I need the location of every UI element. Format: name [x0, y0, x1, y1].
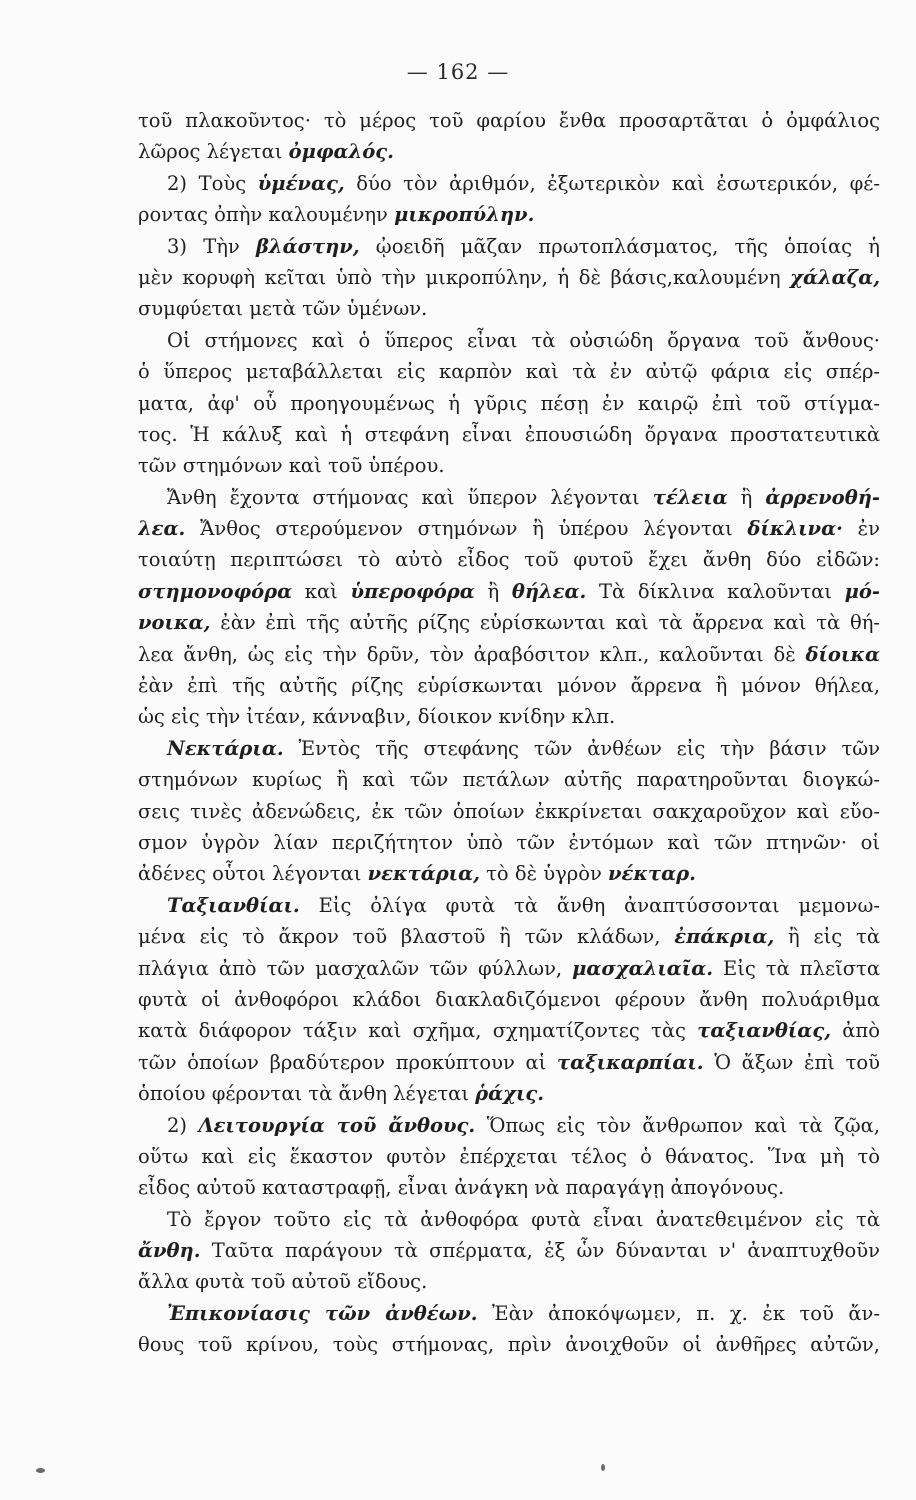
- text-line: [138, 764, 880, 795]
- text-segment: οὕτω καὶ εἰς ἕκαστον φυτὸν ἐπέρχεται τέλος ὁ θάνατος. Ἵνα μὴ τὸ: [138, 1144, 880, 1168]
- text-segment: Ἄνθος στερούμενον στημόνων ἢ ὑπέρου λέγονται: [185, 517, 748, 541]
- text-line: [138, 356, 880, 387]
- text-segment: ἢ: [474, 579, 512, 603]
- text-line: [138, 984, 880, 1015]
- bold-term: ὀμφαλός.: [288, 140, 394, 164]
- text-segment: σεις τινὲς ἀδενώδεις, ἐκ τῶν ὁποίων ἐκκρίνεται σακχαροῦχον καὶ εὔο-: [138, 799, 880, 823]
- text-line: [138, 1235, 880, 1266]
- bold-term: ὑμένας,: [257, 171, 345, 195]
- text-segment: μὲν κορυφὴ κεῖται ὑπὸ τὴν μικροπύλην, ἡ δὲ βάσις,καλουμένη: [138, 265, 791, 289]
- text-segment: τῶν ὁποίων βραδύτερον προκύπτουν αἱ: [138, 1050, 557, 1074]
- text-segment: τος. Ἡ κάλυξ καὶ ἡ στεφάνη εἶναι ἐπουσιώδη ὄργανα προστατευτικὰ: [138, 422, 880, 446]
- bold-term: ἄνθη.: [138, 1239, 201, 1263]
- bold-term: ῥάχις.: [475, 1082, 545, 1106]
- text-segment: σμον ὑγρὸν λίαν περιζήτητον ὑπὸ τῶν ἐντόμων καὶ τῶν πτηνῶν· οἱ: [138, 830, 880, 854]
- bold-term: λεα.: [138, 517, 186, 541]
- bold-term: Νεκτάρια.: [167, 736, 284, 760]
- text-segment: ἐὰν ἐπὶ τῆς αὐτῆς ρίζης εὑρίσκωνται μόνον ἄρρενα ἢ μόνον θήλεα,: [138, 674, 880, 698]
- bold-term: δίκλινα·: [747, 517, 843, 541]
- text-segment: ἀπὸ: [830, 1019, 880, 1043]
- text-segment: Ὅπως εἰς τὸν ἄνθρωπον καὶ τὰ ζῷα,: [475, 1113, 880, 1137]
- bold-term: ἀρρενοθή-: [765, 485, 880, 509]
- text-segment: τοιαύτῃ περιπτώσει τὸ αὐτὸ εἶδος τοῦ φυτοῦ ἔχει ἄνθη δύο εἰδῶν:: [138, 548, 880, 572]
- text-line: [138, 482, 880, 513]
- text-line: [138, 701, 880, 732]
- text-segment: 2) Τοὺς: [167, 171, 258, 195]
- text-line: [138, 419, 880, 450]
- text-segment: Ἐὰν ἀποκόψωμεν, π. χ. ἐκ τοῦ ἄν-: [477, 1301, 880, 1325]
- text-line: [138, 921, 880, 952]
- text-line: [138, 262, 880, 293]
- text-line: [138, 576, 880, 607]
- page-number: — 162 —: [406, 60, 510, 84]
- text-segment: Οἱ στήμονες καὶ ὁ ὕπερος εἶναι τὰ οὐσιώδη ὄργανα τοῦ ἄνθους·: [167, 328, 880, 352]
- bold-term: θήλεα.: [511, 579, 587, 603]
- text-line: [138, 513, 880, 544]
- bold-term: τέλεια: [652, 485, 728, 509]
- text-segment: ροντας ὀπὴν καλουμένην: [138, 203, 395, 227]
- text-line: [138, 1204, 880, 1235]
- body-text: [138, 105, 880, 1361]
- text-segment: ὁ ὕπερος μεταβάλλεται εἰς καρπὸν καὶ τὰ ἐν αὐτῷ φάρια εἰς σπέρ-: [138, 360, 880, 384]
- text-segment: 3) Τὴν: [167, 234, 256, 258]
- text-line: [138, 450, 880, 481]
- text-segment: λῶρος λέγεται: [138, 140, 289, 164]
- text-segment: τὸ δὲ ὑγρὸν: [479, 862, 608, 886]
- text-segment: λεα ἄνθη, ὡς εἰς τὴν δρῦν, τὸν ἀραβόσιτον κλπ., καλοῦνται δὲ: [138, 642, 806, 666]
- text-segment: συμφύεται μετὰ τῶν ὑμένων.: [138, 297, 428, 321]
- text-line: [138, 136, 880, 167]
- text-line: [138, 1141, 880, 1172]
- text-line: [138, 827, 880, 858]
- text-segment: φυτὰ οἱ ἀνθοφόροι κλάδοι διακλαδιζόμενοι φέρουν ἄνθη πολυάριθμα: [138, 987, 880, 1011]
- text-line: [138, 796, 880, 827]
- bold-term: μικροπύλην.: [394, 203, 535, 227]
- text-segment: ᾠοειδῆ μᾶζαν πρωτοπλάσματος, τῆς ὁποίας ἡ: [359, 234, 880, 258]
- text-segment: Εἰς τὰ πλεῖστα: [713, 956, 880, 980]
- text-line: [138, 1298, 880, 1329]
- text-segment: Τὰ δίκλινα καλοῦνται: [586, 579, 845, 603]
- text-line: [138, 1110, 880, 1141]
- text-line: [138, 105, 880, 136]
- bold-term: Ταξιανθίαι.: [167, 893, 300, 917]
- bold-term: μό-: [844, 579, 880, 603]
- text-line: [138, 1329, 880, 1360]
- bold-term: δίοικα: [805, 642, 880, 666]
- text-segment: ὡς εἰς τὴν ἰτέαν, κάνναβιν, δίοικον κνίδην κλπ.: [138, 705, 616, 729]
- text-segment: εἶδος αὐτοῦ καταστραφῇ, εἶναι ἀνάγκη νὰ παραγάγῃ ἀπογόνους.: [138, 1176, 785, 1200]
- text-line: [138, 733, 880, 764]
- text-segment: Εἰς ὀλίγα φυτὰ τὰ ἄνθη ἀναπτύσσονται μεμονω-: [299, 893, 880, 917]
- text-line: [138, 639, 880, 670]
- text-line: [138, 1172, 880, 1203]
- text-segment: στημόνων κυρίως ἢ καὶ τῶν πετάλων αὐτῆς παρατηροῦνται διογκώ-: [138, 768, 880, 792]
- text-line: [138, 231, 880, 262]
- text-segment: Ὁ ἄξων ἐπὶ τοῦ: [703, 1050, 880, 1074]
- bold-term: μασχαλιαῖα.: [572, 956, 713, 980]
- text-segment: ἢ: [727, 485, 766, 509]
- text-segment: ὁποίου φέρονται τὰ ἄνθη λέγεται: [138, 1082, 476, 1106]
- text-segment: Τὸ ἔργον τοῦτο εἰς τὰ ἀνθοφόρα φυτὰ εἶναι ἀνατεθειμένον εἰς τὰ: [167, 1207, 880, 1231]
- text-line: [138, 890, 880, 921]
- bold-term: Ἐπικονίασις τῶν ἀνθέων.: [167, 1301, 478, 1325]
- text-line: [138, 199, 880, 230]
- text-line: [138, 670, 880, 701]
- bold-term: βλάστην,: [255, 234, 360, 258]
- text-line: [138, 544, 880, 575]
- text-segment: ματα, ἀφ' οὗ προηγουμένως ἡ γῦρις πέσῃ ἐν καιρῷ ἐπὶ τοῦ στίγμα-: [138, 391, 880, 415]
- text-segment: δύο τὸν ἀριθμόν, ἐξωτερικὸν καὶ ἐσωτερικόν, φέ-: [344, 171, 880, 195]
- bold-term: Λειτουργία τοῦ ἄνθους.: [198, 1113, 476, 1137]
- bold-term: ταξικαρπίαι.: [556, 1050, 704, 1074]
- text-line: [138, 388, 880, 419]
- scan-speck: [36, 1468, 45, 1473]
- text-segment: ἐὰν ἐπὶ τῆς αὐτῆς ρίζης εὑρίσκωνται καὶ τὰ ἄρρενα καὶ τὰ θή-: [210, 611, 880, 635]
- text-segment: κατὰ διάφορον τάξιν καὶ σχῆμα, σχηματίζοντες τὰς: [138, 1019, 698, 1043]
- bold-term: ὑπεροφόρα: [350, 579, 475, 603]
- text-line: [138, 1015, 880, 1046]
- text-segment: Ταῦτα παράγουν τὰ σπέρματα, ἐξ ὧν δύνανται ν' ἀναπτυχθοῦν: [200, 1239, 880, 1263]
- text-segment: ἄλλα φυτὰ τοῦ αὐτοῦ εἴδους.: [138, 1270, 428, 1294]
- scan-speck: [601, 1464, 605, 1471]
- text-segment: 2): [167, 1113, 199, 1137]
- text-segment: τῶν στημόνων καὶ τοῦ ὑπέρου.: [138, 454, 445, 478]
- text-segment: καὶ: [292, 579, 351, 603]
- text-line: [138, 325, 880, 356]
- bold-term: ταξιανθίας,: [697, 1019, 831, 1043]
- text-segment: πλάγια ἀπὸ τῶν μασχαλῶν τῶν φύλλων,: [138, 956, 573, 980]
- text-line: [138, 168, 880, 199]
- bold-term: ἐπάκρια,: [674, 925, 775, 949]
- text-segment: μένα εἰς τὸ ἄκρον τοῦ βλαστοῦ ἢ τῶν κλάδων,: [138, 925, 675, 949]
- text-segment: Ἐντὸς τῆς στεφάνης τῶν ἀνθέων εἰς τὴν βάσιν τῶν: [283, 736, 880, 760]
- text-line: [138, 607, 880, 638]
- bold-term: νοικα,: [138, 611, 211, 635]
- text-line: [138, 1047, 880, 1078]
- bold-term: νέκταρ.: [608, 862, 696, 886]
- text-segment: τοῦ πλακοῦντος· τὸ μέρος τοῦ φαρίου ἔνθα προσαρτᾶται ὁ ὀμφάλιος: [138, 109, 880, 132]
- text-line: [138, 1266, 880, 1297]
- text-line: [138, 858, 880, 889]
- text-segment: θους τοῦ κρίνου, τοὺς στήμονας, πρὶν ἀνοιχθοῦν οἱ ἀνθῆρες αὐτῶν,: [138, 1333, 880, 1357]
- bold-term: νεκτάρια,: [367, 862, 480, 886]
- bold-term: χάλαζα,: [790, 265, 880, 289]
- text-segment: ἐν: [842, 517, 880, 541]
- text-line: [138, 953, 880, 984]
- text-segment: ἀδένες οὗτοι λέγονται: [138, 862, 368, 886]
- text-segment: Ἄνθη ἔχοντα στήμονας καὶ ὕπερον λέγονται: [167, 485, 653, 509]
- bold-term: στημονοφόρα: [138, 579, 293, 603]
- text-segment: ἢ εἰς τὰ: [774, 925, 880, 949]
- text-line: [138, 293, 880, 324]
- text-line: [138, 1078, 880, 1109]
